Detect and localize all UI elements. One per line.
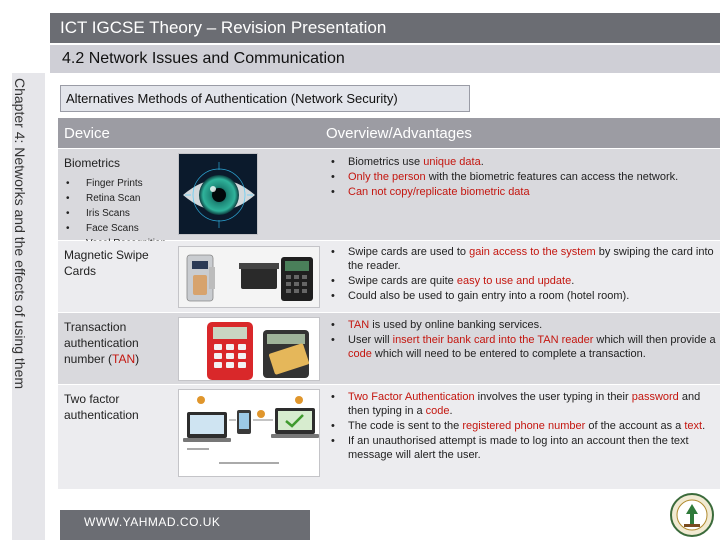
eye-iris-image — [178, 153, 258, 235]
overview-point — [326, 333, 716, 361]
text-segment: User will — [348, 334, 393, 346]
overview-point — [326, 318, 716, 332]
text-segment: ) — [135, 352, 140, 366]
device-cell — [64, 155, 172, 251]
text-segment: involves the user typing in their — [474, 391, 632, 403]
highlighted-text: easy to use and update — [456, 275, 572, 287]
device-name — [64, 319, 172, 367]
text-segment: Transaction authentication number ( — [64, 320, 139, 366]
text-segment: which will then provide a — [593, 334, 716, 346]
highlighted-text: gain access to the system — [469, 246, 596, 258]
subtitle-bar — [50, 45, 720, 73]
highlighted-text: text — [684, 420, 703, 432]
device-cell — [64, 319, 172, 367]
card-reader-image — [178, 246, 320, 308]
text-segment: Could also be used to gain entry into a room (hotel room). — [348, 290, 630, 302]
text-segment: . — [571, 275, 575, 287]
text-segment: Swipe cards are quite — [348, 275, 457, 287]
highlighted-text: code — [425, 405, 450, 417]
title-bar — [50, 13, 720, 43]
chapter-label: Chapter 4: Networks and the effects of using them — [12, 78, 28, 390]
highlighted-text: registered phone number — [462, 420, 586, 432]
column-header-overview: Overview/Advantages — [326, 125, 472, 142]
text-segment: . — [702, 420, 706, 432]
school-crest-logo — [668, 492, 716, 538]
highlighted-text: insert their bank card into the TAN reader — [392, 334, 594, 346]
text-segment: and then typing in a — [348, 391, 701, 417]
device-name: Two factor authentication — [64, 392, 139, 422]
section-heading-text: Alternatives Methods of Authentication (Network Security) — [66, 91, 398, 106]
text-segment: by swiping the card into the reader. — [348, 246, 714, 272]
section-subtitle: 4.2 Network Issues and Communication — [62, 50, 345, 67]
text-segment: Biometrics use — [348, 156, 424, 168]
text-segment: of the account as a — [585, 420, 685, 432]
two-factor-diagram-image — [178, 389, 320, 477]
table-row — [58, 241, 720, 313]
overview-point — [326, 155, 716, 169]
highlighted-text: Two Factor Authentication — [348, 391, 475, 403]
overview-cell — [326, 318, 716, 362]
highlighted-text: Can not copy/replicate biometric data — [348, 186, 530, 198]
text-segment: is used by online banking services. — [369, 319, 543, 331]
table-header — [58, 118, 720, 149]
device-name: Magnetic Swipe Cards — [64, 248, 149, 278]
device-cell — [64, 391, 172, 423]
overview-point — [326, 419, 716, 433]
text-segment: The code is sent to the — [348, 420, 463, 432]
overview-point — [326, 434, 716, 462]
biometric-types-list — [64, 176, 172, 251]
text-segment: . — [480, 156, 484, 168]
highlighted-text: code — [348, 348, 372, 360]
overview-point — [326, 274, 716, 288]
highlighted-text: TAN — [112, 352, 136, 366]
device-name: Biometrics — [64, 156, 121, 170]
list-item: • Iris Scans — [64, 206, 172, 221]
presentation-title: ICT IGCSE Theory – Revision Presentation — [60, 18, 387, 37]
text-segment: with the biometric features can access the network. — [425, 171, 679, 183]
highlighted-text: unique data — [423, 156, 481, 168]
text-segment: . — [449, 405, 453, 417]
table-row — [58, 313, 720, 385]
column-header-device: Device — [64, 125, 110, 142]
overview-point — [326, 390, 716, 418]
list-item: • Retina Scan — [64, 191, 172, 206]
tan-reader-image — [178, 317, 320, 381]
overview-point — [326, 170, 716, 184]
table-row — [58, 385, 720, 490]
overview-cell — [326, 245, 716, 304]
overview-cell — [326, 155, 716, 200]
highlighted-text: TAN — [348, 319, 370, 331]
overview-point — [326, 289, 716, 303]
authentication-table — [58, 118, 720, 490]
list-item: • Finger Prints — [64, 176, 172, 191]
overview-point — [326, 245, 716, 273]
section-heading — [60, 85, 470, 112]
footer-bar — [60, 510, 310, 540]
overview-point — [326, 185, 716, 199]
list-item: • Face Scans — [64, 221, 172, 236]
text-segment: Swipe cards are used to — [348, 246, 470, 258]
text-segment: which will need to be entered to complete a transaction. — [371, 348, 646, 360]
text-segment: If an unauthorised attempt is made to log into an account then the text message will alert the user. — [348, 435, 689, 461]
website-link[interactable]: WWW.YAHMAD.CO.UK — [84, 515, 221, 529]
overview-cell — [326, 390, 716, 463]
table-row — [58, 149, 720, 241]
highlighted-text: Only the person — [348, 171, 426, 183]
device-cell — [64, 247, 172, 279]
highlighted-text: password — [631, 391, 679, 403]
